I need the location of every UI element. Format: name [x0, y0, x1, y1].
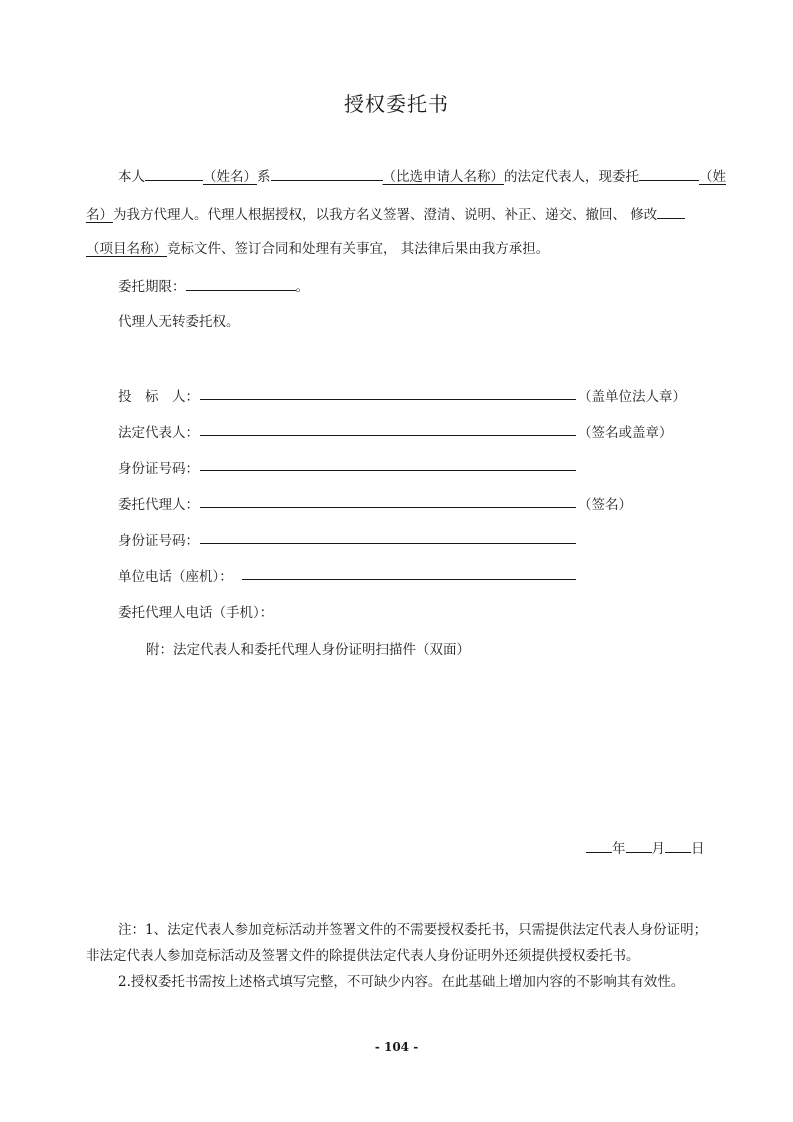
document-title: 授权委托书 [344, 92, 449, 116]
text-project-hint: （项目名称） [86, 241, 167, 257]
field-label-legal-rep: 法定代表人： [118, 425, 199, 441]
field-line-agent[interactable] [200, 507, 576, 508]
project-blank[interactable] [657, 204, 685, 219]
term-row [118, 276, 309, 296]
field-label-bidder: 投 标 人： [118, 389, 199, 405]
no-subdelegation: 代理人无转委托权。 [118, 314, 240, 330]
field-label-id-1: 身份证号码： [118, 461, 199, 477]
text-authorization: 为我方代理人。代理人根据授权，以我方名义签署、澄清、说明、补正、递交、撤回、 修改 [113, 207, 658, 223]
page-number: - 104 - [374, 1040, 419, 1054]
note-line-2: 非法定代表人参加竞标活动及签署文件的除提供法定代表人身份证明外还须提供授权委托书。 [86, 948, 640, 964]
month-blank[interactable] [626, 838, 652, 853]
agent-name-blank[interactable] [639, 166, 699, 181]
text-name-hint: （姓名） [203, 169, 257, 185]
field-line-id-2[interactable] [200, 543, 576, 544]
paragraph-line-3 [86, 240, 549, 258]
field-line-id-1[interactable] [200, 470, 576, 471]
field-note-bidder: （盖单位法人章） [578, 389, 686, 405]
text-principal: 本人 [118, 169, 145, 185]
text-agent-name-hint: （姓 [699, 169, 726, 185]
day-label: 日 [691, 841, 705, 857]
month-label: 月 [651, 841, 665, 857]
term-suffix: 。 [295, 279, 309, 295]
paragraph-line-1 [118, 166, 726, 186]
field-label-agent-mobile: 委托代理人电话（手机）： [118, 605, 274, 621]
field-label-id-2: 身份证号码： [118, 533, 199, 549]
text-consequence: 竞标文件、签订合同和处理有关事宜， 其法律后果由我方承担。 [167, 241, 550, 257]
term-blank[interactable] [186, 276, 296, 291]
field-label-agent: 委托代理人： [118, 497, 199, 513]
field-line-office-phone[interactable] [242, 579, 576, 580]
field-line-legal-rep[interactable] [200, 435, 576, 436]
note-line-1: 注：1、法定代表人参加竞标活动并签署文件的不需要授权委托书，只需提供法定代表人身份证明； [118, 922, 708, 938]
year-label: 年 [612, 841, 626, 857]
text-legal-rep: 的法定代表人，现委托 [504, 169, 639, 185]
text-of: 系 [257, 169, 271, 185]
year-blank[interactable] [586, 838, 612, 853]
name-blank[interactable] [145, 166, 203, 181]
paragraph-line-2 [86, 204, 685, 224]
applicant-blank[interactable] [271, 166, 383, 181]
text-applicant-hint: （比选申请人名称） [382, 169, 504, 185]
text-agent-name-hint-cont: 名） [86, 207, 113, 223]
attachment-note: 附：法定代表人和委托代理人身份证明扫描件（双面） [146, 642, 470, 658]
field-note-agent: （签名） [578, 497, 632, 513]
field-line-bidder[interactable] [200, 399, 576, 400]
date-row [586, 837, 705, 857]
field-label-office-phone: 单位电话（座机）： [118, 569, 233, 585]
term-label: 委托期限： [118, 279, 186, 295]
field-note-legal-rep: （签名或盖章） [578, 425, 673, 441]
day-blank[interactable] [665, 838, 691, 853]
note-line-3: 2.授权委托书需按上述格式填写完整，不可缺少内容。在此基础上增加内容的不影响其有效性。 [118, 974, 685, 990]
